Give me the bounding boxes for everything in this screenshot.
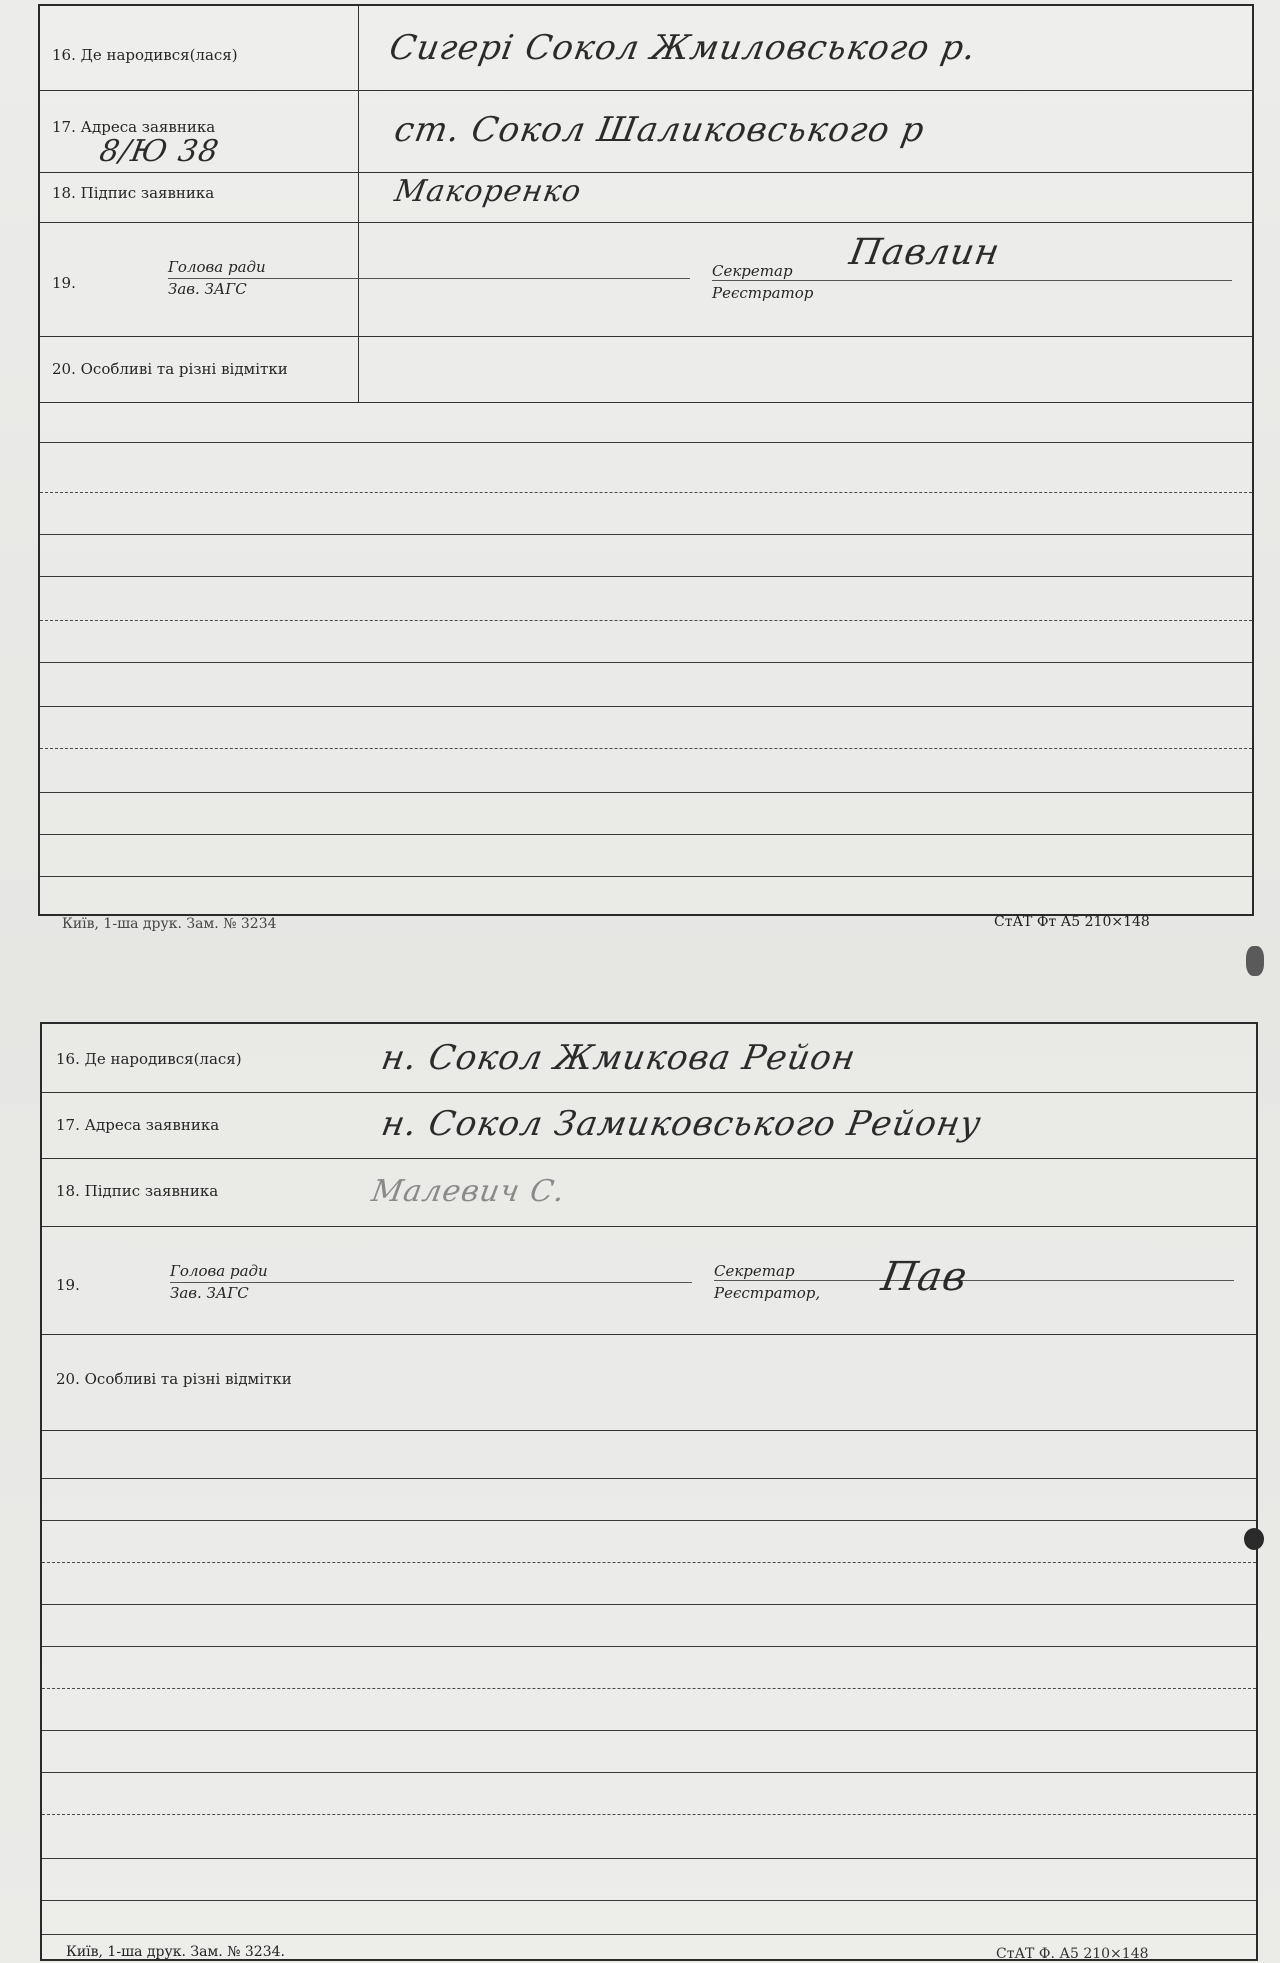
row-16 [42, 1024, 1256, 1093]
row-17-label: 17. Адреса заявника [56, 1116, 220, 1134]
zags-head-label: Зав. ЗАГС [170, 1284, 249, 1302]
secretary-signature-line [714, 1280, 1234, 1281]
ruled-line [40, 834, 1252, 835]
head-label: Голова ради [170, 1262, 268, 1280]
ruled-line [42, 1646, 1256, 1647]
row-18 [42, 1160, 1256, 1227]
row-18 [40, 174, 1252, 223]
date-note-handwritten: 8/Ю 38 [96, 134, 222, 169]
secretary-signature-line [712, 280, 1232, 281]
birthplace-handwritten: Сигері Сокол Жмиловського р. [386, 28, 980, 68]
row-20 [40, 338, 1252, 403]
top-form-code: СтАТ Фт А5 210×148 [994, 914, 1150, 930]
ruled-line [40, 876, 1252, 877]
row-20-label: 20. Особливі та різні відмітки [52, 360, 288, 378]
row-20 [42, 1336, 1256, 1431]
birthplace-handwritten: н. Сокол Жмикова Рейон [378, 1038, 859, 1078]
zags-head-label: Зав. ЗАГС [168, 280, 247, 298]
row-17 [42, 1094, 1256, 1159]
row-19 [40, 224, 1252, 337]
binding-mark [1246, 946, 1264, 976]
ruled-line [40, 620, 1252, 621]
ruled-line [40, 662, 1252, 663]
row-18-label: 18. Підпис заявника [52, 184, 215, 202]
ruled-line [40, 748, 1252, 749]
ruled-line [42, 1934, 1256, 1935]
secretary-signature: Павлин [846, 232, 1004, 273]
registrar-label: Реєстратор [712, 284, 814, 302]
secretary-label: Секретар [714, 1262, 795, 1280]
ruled-line [42, 1858, 1256, 1859]
applicant-address-handwritten: ст. Сокол Шаликовського р [391, 110, 928, 150]
top-print-info: Київ, 1-ша друк. Зам. № 3234 [62, 916, 277, 932]
ruled-line [42, 1688, 1256, 1689]
row-16 [40, 6, 1252, 91]
ruled-line [42, 1730, 1256, 1731]
row-17-label: 17. Адреса заявника [52, 118, 216, 136]
ruled-line [40, 442, 1252, 443]
row-20-label: 20. Особливі та різні відмітки [56, 1370, 292, 1388]
ruled-line [42, 1562, 1256, 1563]
applicant-address-handwritten: н. Сокол Замиковського Рейону [378, 1104, 985, 1144]
ruled-line [42, 1520, 1256, 1521]
secretary-signature: Пав [877, 1254, 972, 1300]
row-16-label: 16. Де народився(лася) [52, 46, 238, 64]
ruled-line [40, 492, 1252, 493]
row-16-label: 16. Де народився(лася) [56, 1050, 242, 1068]
ruled-line [42, 1814, 1256, 1815]
applicant-signature: Малевич С. [368, 1174, 569, 1209]
ruled-line [42, 1772, 1256, 1773]
row-19-number: 19. [56, 1276, 80, 1294]
top-form [38, 4, 1254, 916]
ruled-line [40, 792, 1252, 793]
ruled-line [42, 1604, 1256, 1605]
bottom-print-info: Київ, 1-ша друк. Зам. № 3234. [66, 1944, 285, 1960]
head-signature-line [168, 278, 690, 279]
ruled-line [40, 576, 1252, 577]
row-18-label: 18. Підпис заявника [56, 1182, 219, 1200]
row-17 [40, 92, 1252, 173]
secretary-label: Секретар [712, 262, 793, 280]
row-19-number: 19. [52, 274, 76, 292]
ruled-line [42, 1900, 1256, 1901]
ruled-line [40, 706, 1252, 707]
head-label: Голова ради [168, 258, 266, 276]
ruled-line [42, 1478, 1256, 1479]
ruled-line [40, 534, 1252, 535]
bottom-form [40, 1022, 1258, 1961]
binding-hole [1244, 1528, 1264, 1550]
registrar-label: Реєстратор, [714, 1284, 821, 1302]
applicant-signature: Макоренко [391, 174, 585, 209]
row-19 [42, 1228, 1256, 1335]
head-signature-line [170, 1282, 692, 1283]
bottom-form-code: СтАТ Ф. А5 210×148 [996, 1946, 1149, 1962]
